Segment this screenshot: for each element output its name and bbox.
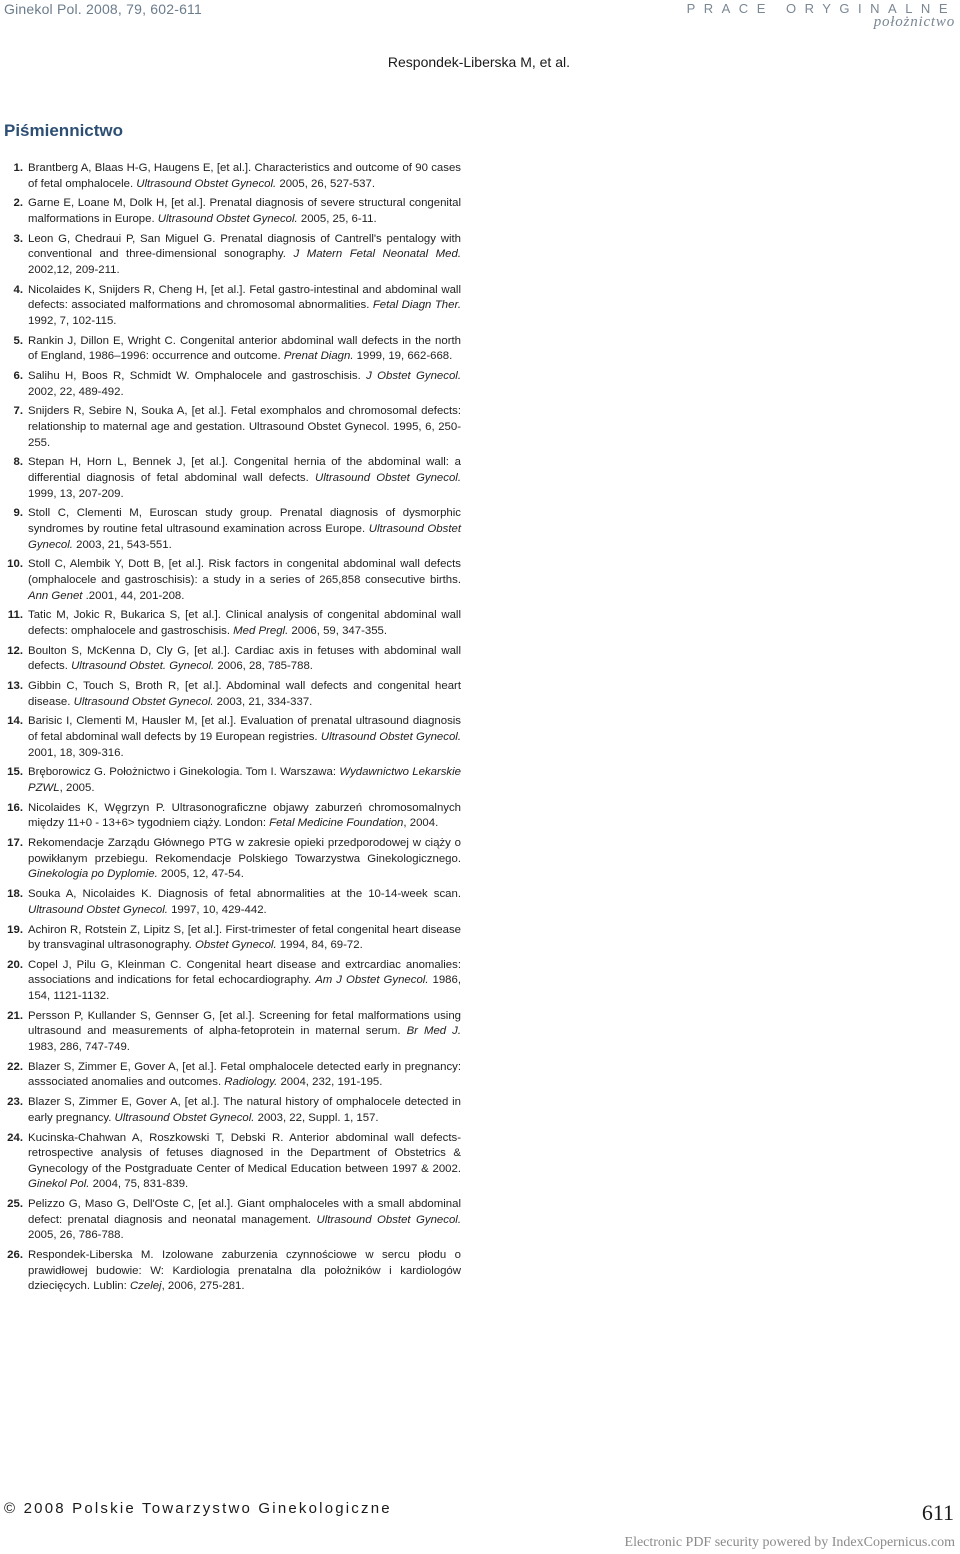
reference-number: 6. bbox=[13, 370, 23, 383]
reference-item bbox=[4, 714, 461, 761]
reference-segment: 2006, 59, 347-355. bbox=[288, 624, 388, 637]
reference-source: Ann Genet bbox=[28, 589, 83, 602]
reference-segment: Garne E, Loane M, Dolk H, [et al.]. Prenatal diagnosis of severe structural congenital malformations in Europe. bbox=[28, 197, 461, 225]
reference-text bbox=[28, 1131, 461, 1193]
reference-text bbox=[28, 1060, 461, 1091]
reference-source: Radiology. bbox=[224, 1076, 278, 1089]
reference-number: 24. bbox=[7, 1131, 23, 1144]
reference-text bbox=[28, 1248, 461, 1295]
reference-source: Ultrasound Obstet Gynecol. bbox=[315, 472, 461, 484]
reference-segment: Respondek-Liberska M. Izolowane zaburzenia czynnościowe w sercu płodu o prawidłowej budowie: W: Kardiologia prenatalna dla położników i kardiologów dziecięcych. Lublin: bbox=[28, 1249, 461, 1293]
reference-segment: 1994, 84, 69-72. bbox=[276, 939, 363, 952]
reference-source: Ultrasound Obstet Gynecol. bbox=[316, 1213, 461, 1226]
reference-segment: Stoll C, Clementi M, Euroscan study group. Prenatal diagnosis of dysmorphic syndromes by routine fetal ultrasound examination across Europe. bbox=[28, 507, 461, 535]
reference-item bbox=[4, 404, 461, 451]
reference-number: 5. bbox=[13, 334, 23, 347]
reference-segment: 2003, 21, 543-551. bbox=[72, 538, 172, 551]
reference-segment: Copel J, Pilu G, Kleinman C. Congenital heart disease and extrcardiac anomalies: associations and indications for fetal echocardiography. bbox=[28, 958, 461, 987]
reference-segment: , 2006, 275-281. bbox=[161, 1280, 245, 1293]
reference-number: 16. bbox=[7, 801, 23, 814]
reference-number: 11. bbox=[7, 609, 23, 622]
reference-segment: 2005, 26, 527-537. bbox=[276, 177, 376, 190]
reference-segment: Stoll C, Alembik Y, Dott B, [et al.]. Risk factors in congenital abdominal wall defects (omphalocele and gastroschisis): a study in a series of 265,858 consecutive births. bbox=[28, 558, 461, 586]
reference-item bbox=[4, 283, 461, 330]
reference-number: 13. bbox=[7, 680, 23, 693]
reference-text bbox=[28, 557, 461, 604]
reference-item bbox=[4, 836, 461, 883]
reference-text bbox=[28, 334, 461, 365]
reference-number: 12. bbox=[7, 644, 23, 657]
reference-source: Med Pregl. bbox=[233, 624, 289, 637]
reference-segment: 2002,12, 209-211. bbox=[28, 263, 120, 276]
reference-segment: Achiron R, Rotstein Z, Lipitz S, [et al.]. First-trimester of fetal congenital heart disease by transvaginal ultrasonography. bbox=[28, 923, 461, 952]
reference-number: 14. bbox=[7, 715, 23, 728]
reference-text bbox=[28, 232, 461, 279]
reference-segment: Nicolaides K, Snijders R, Cheng H, [et al.]. Fetal gastro-intestinal and abdominal wall defects: associated malformations and chromosomal abnormalities. bbox=[28, 283, 461, 312]
reference-text bbox=[28, 923, 461, 954]
reference-item bbox=[4, 557, 461, 604]
reference-item bbox=[4, 334, 461, 365]
reference-source: J Matern Fetal Neonatal Med. bbox=[293, 248, 461, 261]
reference-number: 8. bbox=[13, 456, 23, 469]
reference-segment: Snijders R, Sebire N, Souka A, [et al.]. Fetal exomphalos and chromosomal defects: relationship to maternal age and gestation. Ultrasound Obstet Gynecol. 1995, 6, 250-255. bbox=[28, 405, 461, 449]
reference-item bbox=[4, 369, 461, 400]
reference-segment: Barisic I, Clementi M, Hausler M, [et al.]. Evaluation of prenatal ultrasound diagnosis of fetal abdominal wall defects by 19 European registries. bbox=[28, 715, 461, 744]
reference-segment: 2004, 232, 191-195. bbox=[277, 1076, 383, 1089]
reference-segment: 2006, 28, 785-788. bbox=[214, 660, 313, 673]
page-number: 611 bbox=[921, 1500, 954, 1525]
reference-text bbox=[28, 506, 461, 553]
reference-segment: Rankin J, Dillon E, Wright C. Congenital anterior abdominal wall defects in the north of England, 1986–1996: occurrence and outcome. bbox=[28, 334, 461, 363]
reference-source: Fetal Medicine Foundation bbox=[269, 817, 404, 830]
references-heading: Piśmiennictwo bbox=[4, 121, 124, 140]
reference-segment: Tatic M, Jokic R, Bukarica S, [et al.]. Clinical analysis of congenital abdominal wall defects: omphalocele and gastroschisis. bbox=[28, 609, 461, 637]
reference-segment: .2001, 44, 201-208. bbox=[82, 589, 185, 602]
reference-source: Ultrasound Obstet. Gynecol. bbox=[71, 660, 215, 673]
reference-item bbox=[4, 644, 461, 675]
reference-source: Wydawnictwo Lekarskie PZWL bbox=[28, 766, 461, 794]
reference-item bbox=[4, 1131, 461, 1193]
reference-source: Czelej bbox=[129, 1280, 162, 1293]
reference-segment: 2004, 75, 831-839. bbox=[89, 1178, 189, 1191]
reference-segment: 2005, 12, 47-54. bbox=[157, 868, 244, 881]
reference-item bbox=[4, 801, 461, 832]
reference-text bbox=[28, 404, 461, 451]
reference-source: Prenat Diagn. bbox=[283, 350, 354, 363]
reference-segment: 2003, 21, 334-337. bbox=[213, 695, 313, 708]
reference-number: 3. bbox=[13, 232, 23, 245]
reference-item bbox=[4, 887, 461, 918]
reference-number: 10. bbox=[7, 558, 23, 571]
reference-number: 4. bbox=[13, 283, 23, 296]
reference-segment: 2001, 18, 309-316. bbox=[28, 746, 124, 759]
reference-segment: Souka A, Nicolaides K. Diagnosis of fetal abnormalities at the 10-14-week scan. bbox=[28, 888, 461, 901]
reference-text bbox=[28, 161, 461, 192]
reference-number: 1. bbox=[13, 162, 23, 174]
reference-segment: 2005, 26, 786-788. bbox=[28, 1229, 124, 1242]
reference-segment: 1986, 154, 1121-1132. bbox=[28, 974, 462, 1003]
reference-text bbox=[28, 958, 461, 1005]
reference-source: J Obstet Gynecol. bbox=[366, 370, 461, 383]
reference-segment: Stepan H, Horn L, Bennek J, [et al.]. Congenital hernia of the abdominal wall: a differential diagnosis of fetal abdominal wall defects. bbox=[28, 456, 461, 484]
section-subtitle: położnictwo bbox=[873, 14, 955, 30]
references-list bbox=[4, 161, 461, 1299]
reference-item bbox=[4, 1248, 461, 1295]
reference-segment: Salihu H, Boos R, Schmidt W. Omphalocele and gastroschisis. bbox=[28, 370, 367, 383]
reference-source: Ultrasound Obstet Gynecol. bbox=[28, 903, 168, 916]
reference-number: 21. bbox=[7, 1009, 23, 1022]
reference-segment: 2005, 25, 6-11. bbox=[297, 212, 377, 225]
reference-item bbox=[4, 765, 461, 796]
reference-text bbox=[28, 1197, 461, 1244]
reference-segment: 2002, 22, 489-492. bbox=[28, 385, 124, 398]
reference-source: Ginekol Pol. bbox=[28, 1178, 90, 1191]
reference-source: Fetal Diagn Ther. bbox=[372, 299, 461, 312]
reference-item bbox=[4, 196, 461, 227]
reference-item bbox=[4, 1009, 461, 1056]
reference-text bbox=[28, 836, 461, 883]
reference-segment: Pelizzo G, Maso G, Dell'Oste C, [et al.]. Giant omphaloceles with a small abdominal defect: prenatal diagnosis and neonatal management. bbox=[28, 1198, 461, 1226]
reference-text bbox=[28, 765, 461, 796]
footer-copyright: © 2008 Polskie Towarzystwo Ginekologiczne bbox=[4, 1500, 392, 1517]
reference-segment: Gibbin C, Touch S, Broth R, [et al.]. Abdominal wall defects and congenital heart disease. bbox=[28, 680, 461, 708]
reference-text bbox=[28, 1009, 461, 1056]
reference-item bbox=[4, 923, 461, 954]
reference-text bbox=[28, 801, 461, 832]
reference-segment: , 2005. bbox=[59, 782, 95, 794]
reference-item bbox=[4, 1095, 461, 1126]
reference-text bbox=[28, 1095, 461, 1126]
reference-segment: Persson P, Kullander S, Gennser G, [et al.]. Screening for fetal malformations using ultrasound and measurements of alpha-fetoprotein in maternal serum. bbox=[28, 1009, 461, 1038]
reference-text bbox=[28, 714, 461, 761]
reference-segment: 1992, 7, 102-115. bbox=[28, 314, 117, 327]
reference-segment: Nicolaides K, Węgrzyn P. Ultrasonograficzne objawy zaburzeń chromosomalnych między 11+0 - 13+6> tygodniem ciąży. London: bbox=[28, 801, 461, 830]
reference-segment: Leon G, Chedraui P, San Miguel G. Prenatal diagnosis of Cantrell's pentalogy with conventional and three-dimensional sonography. bbox=[28, 232, 461, 261]
reference-number: 15. bbox=[7, 766, 23, 779]
reference-segment: , 2004. bbox=[403, 817, 439, 830]
reference-segment: Kucinska-Chahwan A, Roszkowski T, Debski R. Anterior abdominal wall defects-retrospective analysis of fetuses diagnosed in the Department of Obstetrics & Gynecology of the Postgraduate Center of Medical Education between 1997 & 2002. bbox=[28, 1131, 461, 1175]
reference-number: 23. bbox=[7, 1096, 23, 1109]
reference-number: 17. bbox=[7, 837, 23, 850]
reference-segment: Boulton S, McKenna D, Cly G, [et al.]. Cardiac axis in fetuses with abdominal wall defects. bbox=[28, 644, 461, 673]
reference-text bbox=[28, 196, 461, 227]
reference-segment: Blazer S, Zimmer E, Gover A, [et al.]. Fetal omphalocele detected early in pregnancy: asssociated anomalies and outcomes. bbox=[28, 1060, 461, 1089]
security-note: Electronic PDF security powered by IndexCopernicus.com bbox=[624, 1535, 955, 1550]
reference-source: Br Med J. bbox=[406, 1025, 461, 1038]
reference-segment: 2003, 22, Suppl. 1, 157. bbox=[254, 1111, 379, 1124]
reference-text bbox=[28, 283, 461, 330]
reference-number: 26. bbox=[7, 1249, 23, 1262]
reference-number: 20. bbox=[7, 958, 23, 971]
reference-number: 9. bbox=[13, 507, 23, 520]
reference-segment: 1983, 286, 747-749. bbox=[28, 1041, 130, 1054]
reference-number: 18. bbox=[7, 888, 23, 901]
reference-item bbox=[4, 958, 461, 1005]
section-label: PRACE ORYGINALNE bbox=[686, 1, 956, 16]
reference-segment: 1999, 13, 207-209. bbox=[28, 487, 124, 500]
reference-segment: Rekomendacje Zarządu Głównego PTG w zakresie opieki przedporodowej w ciąży o powikłanym przebiegu. Rekomendacje Polskiego Towarzystwa Ginekologicznego. bbox=[28, 837, 461, 865]
reference-source: Ultrasound Obstet Gynecol. bbox=[114, 1111, 255, 1124]
journal-citation: Ginekol Pol. 2008, 79, 602-611 bbox=[4, 1, 202, 17]
reference-item bbox=[4, 1060, 461, 1091]
reference-item bbox=[4, 161, 461, 192]
reference-text bbox=[28, 608, 461, 639]
reference-number: 7. bbox=[13, 405, 23, 418]
reference-item bbox=[4, 1197, 461, 1244]
reference-text bbox=[28, 887, 461, 918]
reference-number: 22. bbox=[7, 1060, 23, 1073]
reference-item bbox=[4, 506, 461, 553]
reference-segment: Blazer S, Zimmer E, Gover A, [et al.]. The natural history of omphalocele detected in early pregnancy. bbox=[28, 1096, 461, 1124]
reference-text bbox=[28, 679, 461, 710]
reference-segment: 1997, 10, 429-442. bbox=[167, 903, 267, 916]
reference-item bbox=[4, 455, 461, 502]
reference-source: Obstet Gynecol. bbox=[194, 939, 277, 952]
reference-source: Ultrasound Obstet Gynecol. bbox=[73, 695, 214, 708]
reference-number: 19. bbox=[7, 923, 23, 936]
reference-segment: Brantberg A, Blaas H-G, Haugens E, [et al.]. Characteristics and outcome of 90 cases of fetal omphalocele. bbox=[28, 162, 461, 190]
reference-source: Ultrasound Obstet Gynecol. bbox=[28, 522, 461, 551]
reference-segment: 1999, 19, 662-668. bbox=[353, 350, 453, 363]
reference-text bbox=[28, 644, 461, 675]
reference-number: 25. bbox=[7, 1198, 23, 1211]
reference-source: Am J Obstet Gynecol. bbox=[315, 974, 429, 987]
reference-text bbox=[28, 455, 461, 502]
reference-item bbox=[4, 232, 461, 279]
reference-item bbox=[4, 679, 461, 710]
reference-source: Ultrasound Obstet Gynecol. bbox=[157, 212, 298, 225]
reference-text bbox=[28, 369, 461, 400]
reference-item bbox=[4, 608, 461, 639]
reference-number: 2. bbox=[13, 197, 23, 210]
reference-source: Ginekologia po Dyplomie. bbox=[28, 868, 158, 881]
reference-source: Ultrasound Obstet Gynecol. bbox=[136, 177, 277, 190]
reference-segment: Bręborowicz G. Położnictwo i Ginekologia. Tom I. Warszawa: bbox=[28, 766, 340, 779]
reference-source: Ultrasound Obstet Gynecol. bbox=[320, 731, 461, 744]
running-head-authors: Respondek-Liberska M, et al. bbox=[387, 54, 570, 70]
